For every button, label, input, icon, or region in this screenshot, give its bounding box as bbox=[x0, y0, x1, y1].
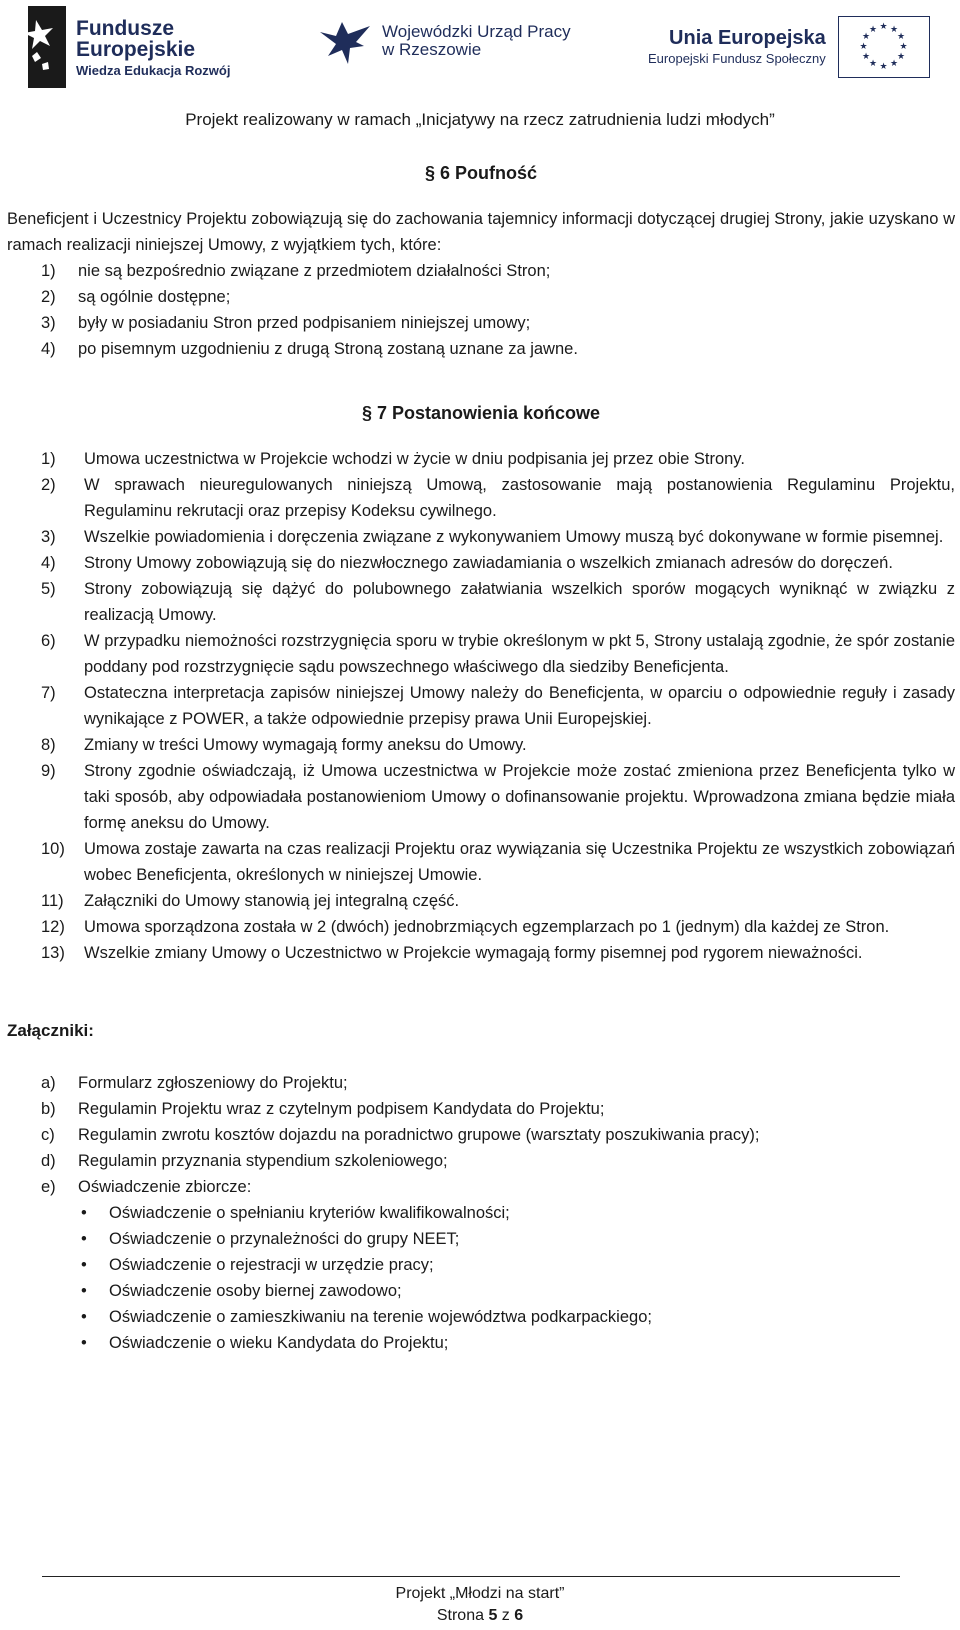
bullet-text: Oświadczenie o rejestracji w urzędzie pracy; bbox=[109, 1256, 434, 1274]
fe-logo-line3: Wiedza Edukacja Rozwój bbox=[76, 62, 231, 78]
bullet-item bbox=[7, 1252, 955, 1278]
list-item-number: a) bbox=[41, 1074, 56, 1092]
bullet-text: Oświadczenie osoby biernej zawodowo; bbox=[109, 1282, 402, 1300]
list-item-text: Regulamin zwrotu kosztów dojazdu na poradnictwo grupowe (warsztaty poszukiwania pracy); bbox=[78, 1126, 760, 1144]
wup-logo bbox=[318, 16, 571, 66]
bullet-item bbox=[7, 1226, 955, 1252]
bullet-text: Oświadczenie o zamieszkiwaniu na terenie województwa podkarpackiego; bbox=[109, 1308, 652, 1326]
page-sep: z bbox=[501, 1607, 510, 1624]
section-7-title: § 7 Postanowienia końcowe bbox=[361, 403, 601, 423]
fe-logo-line2: Europejskie bbox=[76, 37, 196, 61]
list-item-text: Oświadczenie zbiorcze: bbox=[78, 1178, 252, 1196]
list-item bbox=[7, 914, 955, 940]
header-logos bbox=[0, 0, 960, 100]
list-item-number: 13) bbox=[41, 944, 65, 962]
svg-text:★: ★ bbox=[896, 52, 905, 62]
bullet-icon: • bbox=[81, 1204, 87, 1222]
list-item-text: W sprawach nieuregulowanych niniejszą Umową, zastosowanie mają postanowienia Regulaminu Projektu, Regulaminu rekrutacji oraz przepisy Kodeksu cywilnego. bbox=[84, 476, 955, 520]
list-item-text: Formularz zgłoszeniowy do Projektu; bbox=[78, 1074, 348, 1092]
list-item-text: Strony zgodnie oświadczają, iż Umowa uczestnictwa w Projekcie może zostać zmieniona przez Beneficjenta tylko w taki sposób, aby odpowiadała postanowieniom Umowy o dofinansowanie projektu. Wprowadzona zmiana będzie miała formę aneksu do Umowy. bbox=[84, 762, 955, 832]
section-6-title: § 6 Poufność bbox=[424, 163, 538, 183]
list-item-number: 9) bbox=[41, 762, 56, 780]
project-line: Projekt realizowany w ramach „Inicjatywy na rzecz zatrudnienia ludzi młodych” bbox=[185, 110, 775, 129]
list-item-number: 12) bbox=[41, 918, 65, 936]
list-item-number: 8) bbox=[41, 736, 56, 754]
list-item-text: Regulamin Projektu wraz z czytelnym podpisem Kandydata do Projektu; bbox=[78, 1100, 605, 1118]
list-item bbox=[7, 1122, 955, 1148]
list-item-number: b) bbox=[41, 1100, 56, 1118]
footer-divider bbox=[42, 1576, 900, 1577]
page-prefix: Strona bbox=[436, 1607, 484, 1624]
list-item-number: c) bbox=[41, 1126, 55, 1144]
list-item-text: Ostateczna interpretacja zapisów niniejszej Umowy należy do Beneficjenta, w oparciu o odpowiednie reguły i zasady wynikające z POWER, a także odpowiednie przepisy prawa Unii Europejskiej. bbox=[84, 684, 955, 728]
list-item-number: 5) bbox=[41, 580, 56, 598]
section-6-list bbox=[7, 258, 955, 362]
list-item-number: e) bbox=[41, 1178, 56, 1196]
list-item-number: 4) bbox=[41, 554, 56, 572]
list-item-text: W przypadku niemożności rozstrzygnięcia sporu w trybie określonym w pkt 5, Strony ustalają zgodnie, że spór zostanie poddany pod rozstrzygnięcie sądu powszechnego właściwego dla siedziby Beneficjenta. bbox=[84, 632, 955, 676]
eu-flag-icon bbox=[838, 16, 930, 78]
unia-europejska-logo bbox=[648, 16, 930, 78]
list-item-text: Zmiany w treści Umowy wymagają formy aneksu do Umowy. bbox=[84, 736, 527, 754]
list-item bbox=[7, 336, 955, 362]
section-6-intro: Beneficjent i Uczestnicy Projektu zobowiązują się do zachowania tajemnicy informacji dotyczącej drugiej Strony, jakie uzyskano w ramach realizacji niniejszej Umowy, z wyjątkiem tych, które: bbox=[7, 210, 955, 254]
list-item-number: 11) bbox=[41, 892, 64, 910]
page-number bbox=[0, 1605, 960, 1627]
list-item bbox=[7, 576, 955, 628]
page-current: 5 bbox=[488, 1607, 498, 1624]
fundusze-europejskie-logo bbox=[22, 6, 230, 88]
list-item-text: Strony Umowy zobowiązują się do niezwłocznego zawiadamiania o wszelkich zmianach adresów do doręczeń. bbox=[84, 554, 893, 572]
list-item-number: 1) bbox=[41, 262, 56, 280]
attachments-title: Załączniki: bbox=[7, 1021, 94, 1040]
list-item-text: Umowa sporządzona została w 2 (dwóch) jednobrzmiących egzemplarzach po 1 (jednym) dla każdej ze Stron. bbox=[84, 918, 890, 936]
list-item-number: 1) bbox=[41, 450, 56, 468]
svg-text:★: ★ bbox=[861, 52, 870, 62]
list-item-number: 2) bbox=[41, 288, 56, 306]
list-item bbox=[7, 310, 955, 336]
document-body bbox=[7, 160, 955, 1356]
list-item-text: Umowa uczestnictwa w Projekcie wchodzi w życie w dniu podpisania jej przez obie Strony. bbox=[84, 450, 745, 468]
list-item bbox=[7, 524, 955, 550]
list-item bbox=[7, 888, 955, 914]
list-item-text: Regulamin przyznania stypendium szkoleniowego; bbox=[78, 1152, 448, 1170]
svg-text:★: ★ bbox=[899, 42, 908, 52]
bullet-item bbox=[7, 1200, 955, 1226]
list-item-text: były w posiadaniu Stron przed podpisaniem niniejszej umowy; bbox=[78, 314, 531, 332]
attachments-bullets bbox=[7, 1200, 955, 1356]
bullet-icon: • bbox=[81, 1282, 87, 1300]
list-item-number: d) bbox=[41, 1152, 56, 1170]
list-item bbox=[7, 1174, 955, 1200]
page-total: 6 bbox=[514, 1607, 524, 1624]
list-item-text: Wszelkie zmiany Umowy o Uczestnictwo w Projekcie wymagają formy pisemnej pod rygorem nieważności. bbox=[84, 944, 863, 962]
svg-text:★: ★ bbox=[889, 25, 898, 35]
svg-text:★: ★ bbox=[868, 25, 877, 35]
fe-logo-line1: Fundusze bbox=[76, 16, 174, 40]
svg-text:★: ★ bbox=[896, 32, 905, 42]
list-item-number: 3) bbox=[41, 314, 56, 332]
bullet-item bbox=[7, 1330, 955, 1356]
list-item-number: 6) bbox=[41, 632, 56, 650]
ue-logo-line2: Europejski Fundusz Społeczny bbox=[648, 51, 826, 67]
list-item bbox=[7, 680, 955, 732]
bullet-item bbox=[7, 1304, 955, 1330]
bullet-text: Oświadczenie o spełnianiu kryteriów kwalifikowalności; bbox=[109, 1204, 510, 1222]
svg-text:★: ★ bbox=[889, 59, 898, 69]
list-item-number: 10) bbox=[41, 840, 65, 858]
bullet-icon: • bbox=[81, 1308, 87, 1326]
list-item bbox=[7, 1070, 955, 1096]
list-item-number: 3) bbox=[41, 528, 56, 546]
wup-logo-line2: w Rzeszowie bbox=[382, 40, 482, 59]
bullet-item bbox=[7, 1278, 955, 1304]
list-item bbox=[7, 940, 955, 966]
bullet-text: Oświadczenie o przynależności do grupy NEET; bbox=[109, 1230, 460, 1248]
section-7-list bbox=[7, 446, 955, 966]
list-item bbox=[7, 472, 955, 524]
svg-text:★: ★ bbox=[879, 62, 888, 72]
list-item bbox=[7, 758, 955, 836]
wup-logo-line1: Wojewódzki Urząd Pracy bbox=[382, 22, 571, 42]
list-item-number: 7) bbox=[41, 684, 56, 702]
list-item bbox=[7, 628, 955, 680]
list-item bbox=[7, 732, 955, 758]
attachments-list bbox=[7, 1070, 955, 1200]
footer-project: Projekt „Młodzi na start” bbox=[395, 1585, 565, 1602]
list-item bbox=[7, 1096, 955, 1122]
list-item-text: Załączniki do Umowy stanowią jej integralną część. bbox=[84, 892, 460, 910]
list-item bbox=[7, 550, 955, 576]
svg-text:★: ★ bbox=[861, 32, 870, 42]
footer bbox=[0, 1583, 960, 1627]
list-item bbox=[7, 258, 955, 284]
bullet-icon: • bbox=[81, 1334, 87, 1352]
list-item-number: 2) bbox=[41, 476, 56, 494]
list-item-text: są ogólnie dostępne; bbox=[78, 288, 231, 306]
bullet-text: Oświadczenie o wieku Kandydata do Projektu; bbox=[109, 1334, 449, 1352]
list-item-number: 4) bbox=[41, 340, 56, 358]
eagle-icon bbox=[318, 16, 374, 66]
list-item bbox=[7, 446, 955, 472]
svg-text:★: ★ bbox=[859, 42, 868, 52]
list-item-text: Strony zobowiązują się dążyć do polubownego załatwiania wszelkich sporów mogących wyniknąć w związku z realizacją Umowy. bbox=[84, 580, 955, 624]
bullet-icon: • bbox=[81, 1230, 87, 1248]
list-item-text: po pisemnym uzgodnieniu z drugą Stroną zostaną uznane za jawne. bbox=[78, 340, 578, 358]
list-item-text: nie są bezpośrednio związane z przedmiotem działalności Stron; bbox=[78, 262, 551, 280]
fe-star-icon bbox=[22, 6, 66, 88]
list-item bbox=[7, 284, 955, 310]
ue-logo-line1: Unia Europejska bbox=[669, 27, 826, 50]
list-item-text: Umowa zostaje zawarta na czas realizacji Projektu oraz wywiązania się Uczestnika Projektu ze wszystkich zobowiązań wobec Beneficjenta, określonych w niniejszej Umowie. bbox=[84, 840, 955, 884]
list-item bbox=[7, 836, 955, 888]
svg-text:★: ★ bbox=[868, 59, 877, 69]
bullet-icon: • bbox=[81, 1256, 87, 1274]
svg-text:★: ★ bbox=[879, 22, 888, 32]
list-item-text: Wszelkie powiadomienia i doręczenia związane z wykonywaniem Umowy muszą być dokonywane w formie pisemnej. bbox=[84, 528, 944, 546]
list-item bbox=[7, 1148, 955, 1174]
